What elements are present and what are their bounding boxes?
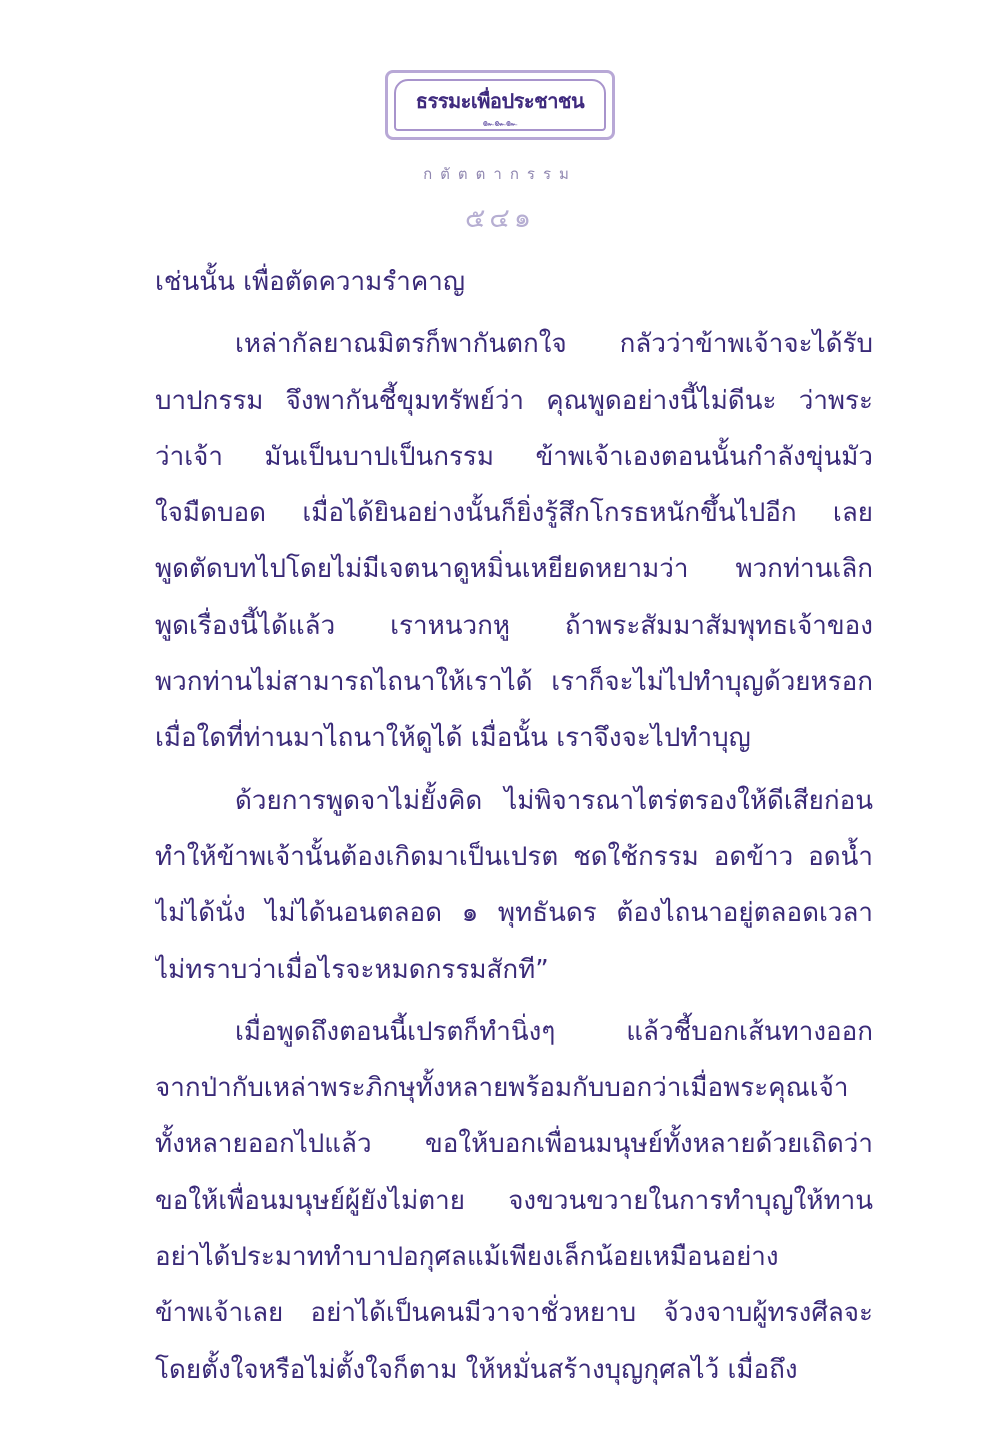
- logo-title: ธรรมะเพื่อประชาชน: [415, 89, 585, 113]
- text-line: เหล่ากัลยาณมิตรก็พากันตกใจ กลัวว่าข้าพเจ้าจะได้รับ: [235, 329, 873, 360]
- page-number: ๕๔๑: [464, 203, 535, 234]
- paragraph: [155, 316, 873, 766]
- paragraph: [155, 254, 873, 310]
- text-line: ทั้งหลายออกไปแล้ว ขอให้บอกเพื่อนมนุษย์ทั้งหลายด้วยเถิดว่า: [155, 1129, 873, 1160]
- text-line: เช่นนั้น เพื่อตัดความรำคาญ: [155, 267, 465, 297]
- text-line: พูดเรื่องนี้ได้แล้ว เราหนวกหู ถ้าพระสัมมาสัมพุทธเจ้าของ: [155, 610, 873, 641]
- text-line: พูดตัดบทไปโดยไม่มีเจตนาดูหมิ่นเหยียดหยามว่า พวกท่านเลิก: [155, 554, 873, 585]
- text-line: โดยตั้งใจหรือไม่ตั้งใจก็ตาม ให้หมั่นสร้างบุญกุศลไว้ เมื่อถึง: [155, 1354, 798, 1385]
- page-header: [0, 70, 1000, 144]
- text-line: เมื่อใดที่ท่านมาไถนาให้ดูได้ เมื่อนั้น เราจึงจะไปทำบุญ: [155, 723, 751, 754]
- book-logo: [385, 70, 615, 140]
- text-line: พวกท่านไม่สามารถไถนาให้เราได้ เราก็จะไม่ไปทำบุญด้วยหรอก: [155, 667, 873, 698]
- text-line: ใจมืดบอด เมื่อได้ยินอย่างนั้นก็ยิ่งรู้สึกโกรธหนักขึ้นไปอีก เลย: [155, 498, 873, 529]
- body-text: [155, 254, 873, 1398]
- text-line: ไม่ทราบว่าเมื่อไรจะหมดกรรมสักที”: [155, 954, 549, 985]
- text-line: ด้วยการพูดจาไม่ยั้งคิด ไม่พิจารณาไตร่ตรองให้ดีเสียก่อน: [235, 785, 873, 816]
- text-line: ไม่ได้นั่ง ไม่ได้นอนตลอด ๑ พุทธันดร ต้องไถนาอยู่ตลอดเวลา: [155, 898, 873, 929]
- paragraph: [155, 773, 873, 998]
- paragraph: [155, 1004, 873, 1398]
- text-line: บาปกรรม จึงพากันชี้ขุมทรัพย์ว่า คุณพูดอย่างนี้ไม่ดีนะ ว่าพระ: [155, 385, 873, 416]
- text-line: ว่าเจ้า มันเป็นบาปเป็นกรรม ข้าพเจ้าเองตอนนั้นกำลังขุ่นมัว: [155, 441, 873, 472]
- text-line: ทำให้ข้าพเจ้านั้นต้องเกิดมาเป็นเปรต ชดใช้กรรม อดข้าว อดน้ำ: [155, 841, 873, 872]
- logo-ornament: ๛๛๛: [482, 118, 518, 129]
- chapter-title: กตัตตากรรม: [423, 165, 577, 183]
- text-line: อย่าได้ประมาททำบาปอกุศลแม้เพียงเล็กน้อยเหมือนอย่าง: [155, 1242, 779, 1273]
- text-line: เมื่อพูดถึงตอนนี้เปรตก็ทำนิ่งๆ แล้วชี้บอกเส้นทางออก: [235, 1016, 873, 1047]
- text-line: จากป่ากับเหล่าพระภิกษุทั้งหลายพร้อมกับบอกว่าเมื่อพระคุณเจ้า: [155, 1073, 849, 1104]
- text-line: ข้าพเจ้าเลย อย่าได้เป็นคนมีวาจาชั่วหยาบ จ้วงจาบผู้ทรงศีลจะ: [155, 1298, 873, 1329]
- text-line: ขอให้เพื่อนมนุษย์ผู้ยังไม่ตาย จงขวนขวายในการทำบุญให้ทาน: [155, 1185, 873, 1216]
